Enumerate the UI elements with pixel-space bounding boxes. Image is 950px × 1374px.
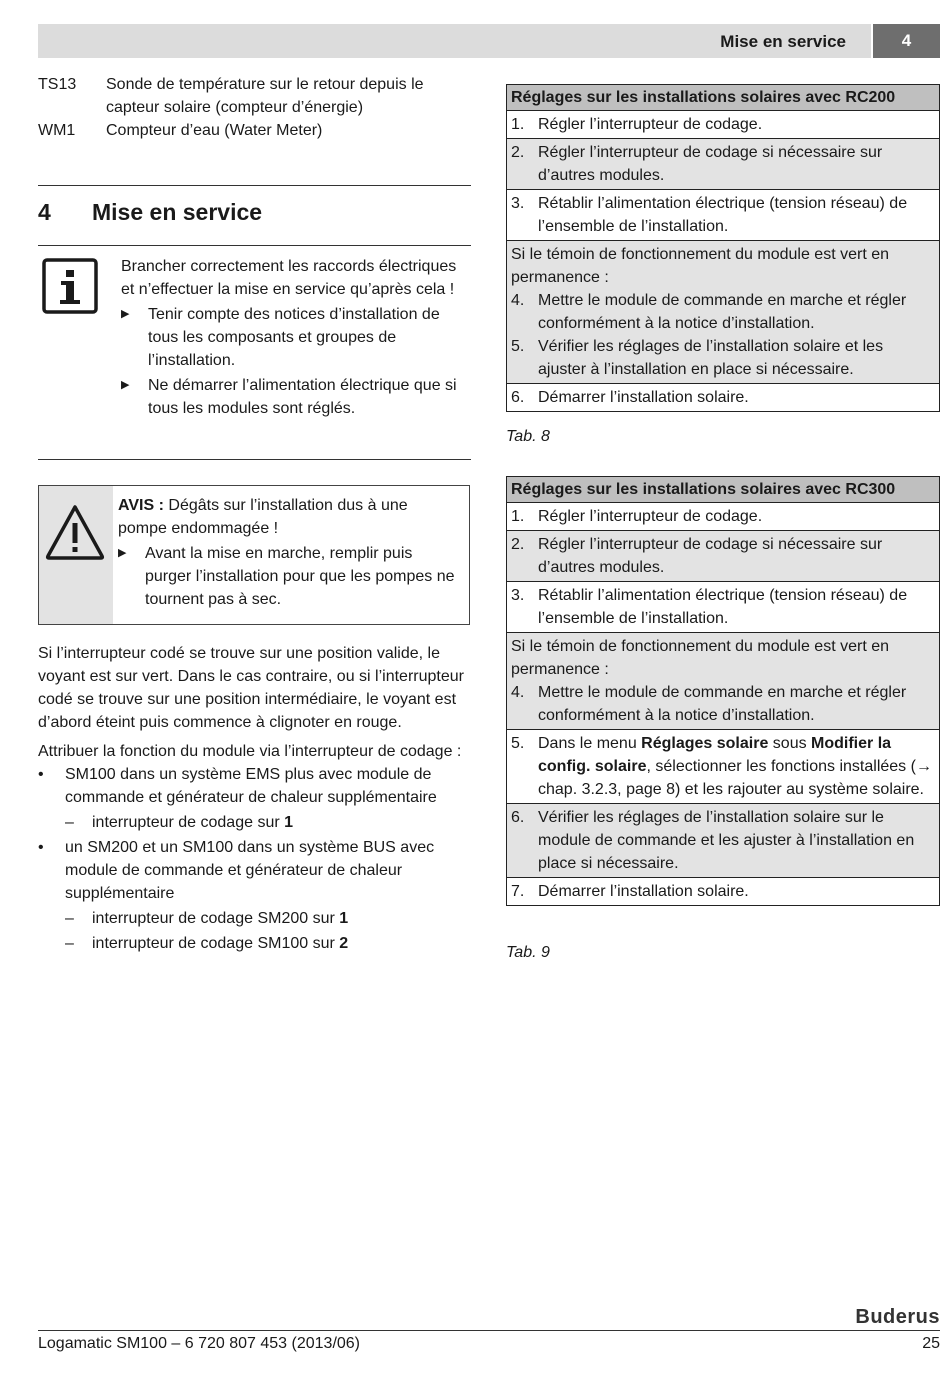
step-text: Régler l’interrupteur de codage si nécessaire sur d’autres modules. [538,536,883,576]
bullet-marker: • [38,766,44,783]
dash-marker: – [65,935,74,952]
arrow-right-icon: → [915,758,932,775]
step-text: Régler l’interrupteur de codage si nécessaire sur d’autres modules. [538,144,883,184]
step-number: 3. [511,587,525,604]
info-note [121,255,461,420]
bullet-marker: • [38,839,44,856]
info-note-item [121,374,461,420]
table-row [507,241,939,384]
info-note-item-text: Ne démarrer l’alimentation électrique que si tous les modules sont réglés. [148,377,457,417]
step-number: 2. [511,144,525,161]
step-number: 1. [511,116,525,133]
table-row [507,503,939,531]
step-number: 5. [511,735,525,752]
warning-box [38,485,470,625]
info-note-text: Brancher correctement les raccords électriques et n’effectuer la mise en service qu’après cela ! [121,258,457,298]
table-rc200 [506,84,940,412]
step-number: 1. [511,508,525,525]
brand-logo: Buderus [855,1306,940,1328]
step-text: Mettre le module de commande en marche et régler conformément à la notice d’installation. [538,292,907,332]
section-number: 4 [38,199,51,225]
bullet-item [38,836,474,905]
body-text [38,642,474,955]
step-text-part: Dans le menu [538,735,642,752]
step-number: 4. [511,292,525,309]
section-title: Mise en service [92,199,263,225]
table-rc300 [506,476,940,906]
header-section-number: 4 [873,24,940,58]
warning-item-text: Avant la mise en marche, remplir puis purger l’installation pour que les pompes ne tournent pas à sec. [145,545,455,608]
step-text: Vérifier les réglages de l’installation solaire et les ajuster à l’installation en place si nécessaire. [538,338,884,378]
footer-divider [38,1330,940,1331]
warning-text [118,494,458,540]
table-row [507,730,939,804]
info-note-item-text: Tenir compte des notices d’installation de tous les composants et groupes de l’installation. [148,306,440,369]
table-title: Réglages sur les installations solaires avec RC300 [507,477,939,503]
table-row [507,139,939,190]
dash-value: 2 [339,935,349,952]
legend-code: TS13 [38,76,77,93]
page-number: 25 [922,1335,940,1352]
dash-item [65,932,474,955]
step-text-part: , sélectionner les fonctions installées ( [646,758,916,775]
step-text: Vérifier les réglages de l’installation solaire sur le module de commande et les ajuster à l’installation en place si nécessaire. [538,809,915,872]
step [511,335,935,381]
dash-item [65,907,474,930]
table-row [507,111,939,139]
step-text [538,732,935,801]
step-number: 5. [511,338,525,355]
dash-text-label: interrupteur de codage SM100 sur [92,935,340,952]
step-text-part: chap. 3.2.3, page 8) et les rajouter au système solaire. [538,781,924,798]
step-text-part: sous [768,735,812,752]
step-text: Mettre le module de commande en marche et régler conformément à la notice d’installation. [538,684,907,724]
legend-text: Sonde de température sur le retour depuis le capteur solaire (compteur d’énergie) [106,76,424,116]
step-text: Démarrer l’installation solaire. [538,389,749,406]
table-caption: Tab. 9 [506,944,550,961]
play-arrow-icon: ▶ [121,308,130,320]
legend-list [38,73,476,142]
step-text: Régler l’interrupteur de codage. [538,116,763,133]
table-row [507,384,939,411]
table-row [507,531,939,582]
step-number: 6. [511,389,525,406]
step-number: 2. [511,536,525,553]
step-number: 3. [511,195,525,212]
legend-item [38,73,476,119]
table-row [507,582,939,633]
step [511,681,935,727]
dash-item [65,811,474,834]
dash-text-label: interrupteur de codage sur [92,814,285,831]
dash-marker: – [65,910,74,927]
bullet-text: SM100 dans un système EMS plus avec module de commande et générateur de chaleur supplémentaire [65,766,437,806]
table-note: Si le témoin de fonctionnement du module est vert en permanence : [511,638,889,678]
step-text: Régler l’interrupteur de codage. [538,508,763,525]
table-row [507,804,939,878]
step-text: Rétablir l’alimentation électrique (tension réseau) de l’ensemble de l’installation. [538,587,908,627]
dash-value: 1 [284,814,294,831]
menu-name: Modifier la config. solaire [538,735,892,775]
footer-document-id: Logamatic SM100 – 6 720 807 453 (2013/06) [38,1335,361,1352]
warning-content [118,494,458,611]
warning-item [118,542,458,611]
bullet-text: un SM200 et un SM100 dans un système BUS avec module de commande et générateur de chaleur supplémentaire [65,839,435,902]
info-icon [42,258,98,314]
dash-text [92,907,348,930]
table-note: Si le témoin de fonctionnement du module est vert en permanence : [511,246,889,286]
table-caption: Tab. 8 [506,428,550,445]
divider [38,185,471,186]
table-title: Réglages sur les installations solaires avec RC200 [507,85,939,111]
dash-text [92,811,293,834]
play-arrow-icon: ▶ [121,379,130,391]
body-paragraph: Attribuer la fonction du module via l’interrupteur de codage : [38,743,462,760]
table-row [507,633,939,730]
legend-code: WM1 [38,122,76,139]
divider [38,459,471,460]
warning-label: AVIS : [118,497,164,514]
menu-name: Réglages solaire [641,735,769,752]
step-number: 6. [511,809,525,826]
dash-text [92,932,348,955]
bullet-item [38,763,474,809]
play-arrow-icon: ▶ [118,547,127,559]
warning-message: Dégâts sur l’installation dus à une pompe endommagée ! [118,497,408,537]
legend-item [38,119,476,142]
warning-icon [44,503,106,561]
warning-sidebar [39,486,113,624]
body-paragraph: Si l’interrupteur codé se trouve sur une position valide, le voyant est sur vert. Dans le cas contraire, ou si l’interrupteur codé se trouve sur une position intermédiaire, le voyant est d’abord éteint puis commence à clignoter en rouge. [38,645,464,731]
step-number: 4. [511,684,525,701]
step-text: Démarrer l’installation solaire. [538,883,749,900]
info-note-item [121,303,461,372]
table-row [507,190,939,241]
step-number: 7. [511,883,525,900]
step [511,289,935,335]
dash-marker: – [65,814,74,831]
divider [38,245,471,246]
legend-text: Compteur d’eau (Water Meter) [106,122,323,139]
table-row [507,878,939,905]
step-text: Rétablir l’alimentation électrique (tension réseau) de l’ensemble de l’installation. [538,195,908,235]
header-section-title: Mise en service [720,32,846,51]
dash-value: 1 [339,910,349,927]
dash-text-label: interrupteur de codage SM200 sur [92,910,340,927]
